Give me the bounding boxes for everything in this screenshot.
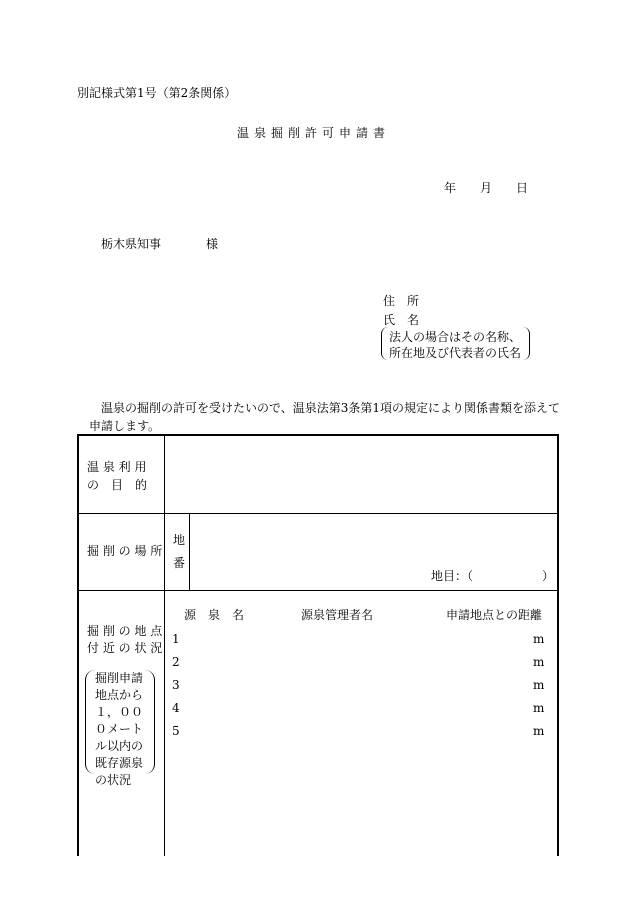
chiban-label-2: 番 — [173, 556, 186, 570]
purpose-label-line1: 温 泉 利 用 — [87, 460, 147, 474]
source-row-unit: m — [533, 701, 545, 715]
chimoku-label: 地目：（ — [431, 569, 474, 583]
purpose-label-line2: の 目 的 — [87, 478, 148, 492]
chimoku-close: ） — [542, 569, 555, 583]
chiban-label-1: 地 — [173, 533, 186, 547]
source-row-unit: m — [533, 655, 545, 669]
chiban-field[interactable] — [192, 516, 554, 566]
addressee-honorific: 様 — [206, 237, 219, 251]
col-manager-header: 源泉管理者名 — [301, 608, 374, 622]
name-label: 氏 名 — [383, 313, 420, 327]
chimoku-field[interactable] — [477, 567, 539, 585]
chiban-divider — [189, 513, 190, 590]
col-distance-header: 申請地点との距離 — [446, 608, 543, 622]
date-day: 日 — [516, 181, 529, 195]
applicant-note-line1: 法人の場合はその名称、 — [389, 330, 522, 344]
source-row-unit: m — [533, 632, 545, 646]
vicinity-note: 掘削申請地点から１，０００メートル以内の既存源泉の状況 — [95, 671, 144, 787]
intro-line2: 申請します。 — [89, 419, 161, 433]
location-label: 掘 削 の 場 所 — [87, 544, 163, 558]
date-month: 月 — [480, 181, 493, 195]
source-row-number: 2 — [172, 655, 180, 669]
form-id: 別記様式第1号（第2条関係） — [77, 86, 237, 100]
intro-line1: 温泉の掘削の許可を受けたいので、温泉法第3条第1項の規定により関係書類を添えて — [101, 401, 561, 415]
source-row-unit: m — [533, 724, 545, 738]
source-row-number: 5 — [172, 724, 180, 738]
source-row-number: 3 — [172, 678, 180, 692]
source-row-number: 4 — [172, 701, 180, 715]
address-label: 住 所 — [383, 294, 420, 308]
row-divider-1 — [79, 513, 557, 514]
applicant-note-line2: 所在地及び代表者の氏名 — [389, 346, 522, 360]
page-title: 温泉掘削許可申請書 — [237, 126, 391, 140]
date-year: 年 — [444, 181, 457, 195]
col-source-header: 源 泉 名 — [184, 608, 245, 622]
row-divider-2 — [79, 590, 557, 591]
label-column-divider — [164, 436, 165, 856]
source-row-unit: m — [533, 678, 545, 692]
purpose-field[interactable] — [167, 438, 553, 511]
vicinity-label-line1: 掘 削 の 地 点 — [87, 624, 163, 638]
vicinity-label-line2: 付 近 の 状 況 — [87, 641, 163, 655]
form-table — [77, 434, 559, 856]
source-row-number: 1 — [172, 632, 180, 646]
addressee-name: 栃木県知事 — [101, 237, 162, 251]
